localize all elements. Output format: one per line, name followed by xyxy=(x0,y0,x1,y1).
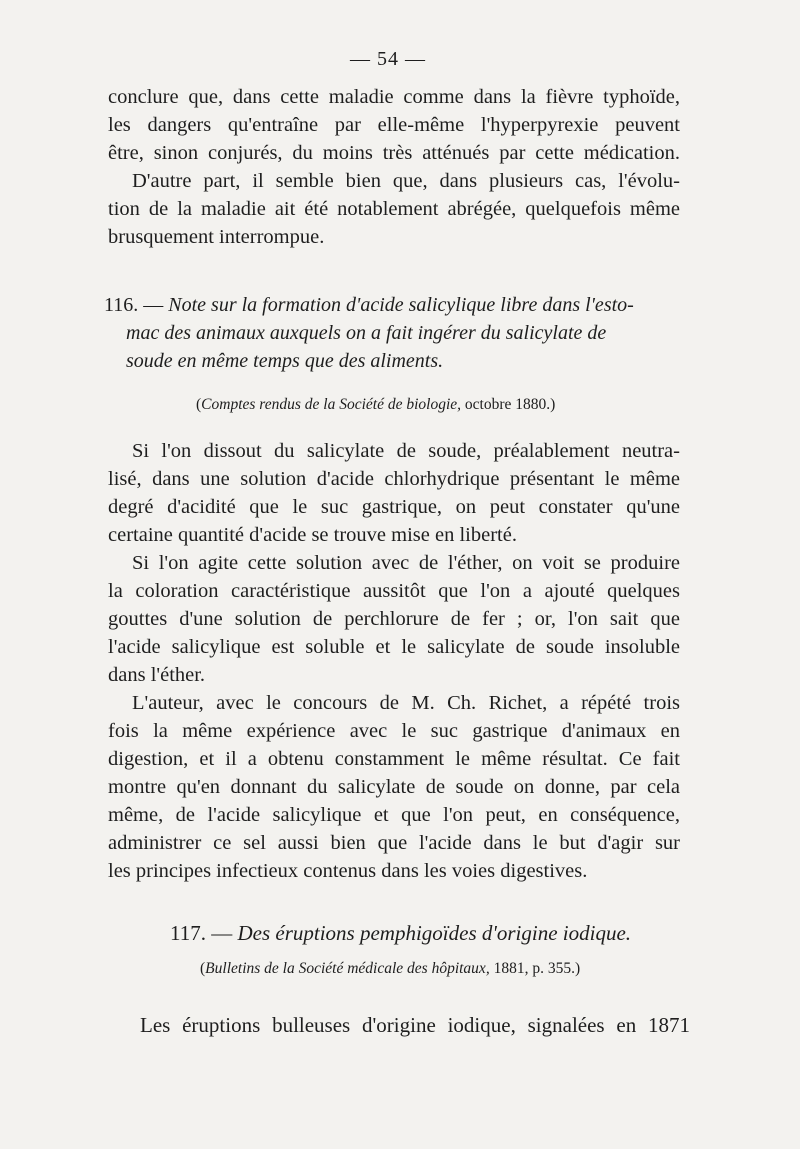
text-line: les dangers qu'entraîne par elle-même l'hyperpyrexie peuvent xyxy=(108,114,680,136)
text-line: conclure que, dans cette maladie comme dans la fièvre typhoïde, xyxy=(108,86,680,108)
entry-dash: — xyxy=(143,294,164,316)
entry-title: Des éruptions pemphigoïdes d'origine iodique. xyxy=(237,921,632,945)
entry-117-citation: (Bulletins de la Société médicale des hôpitaux, 1881, p. 355.) xyxy=(200,960,581,977)
entry-title-line: Note sur la formation d'acide salicylique libre dans l'esto- xyxy=(168,294,634,316)
entry-117-body xyxy=(140,1011,690,1039)
text-line: degré d'acidité que le suc gastrique, on peut constater qu'une xyxy=(108,496,680,518)
entry-116-citation: (Comptes rendus de la Société de biologie, octobre 1880.) xyxy=(196,396,556,413)
page-number: — 54 — xyxy=(350,48,426,70)
intro-paragraph xyxy=(108,83,680,251)
text-line: lisé, dans une solution d'acide chlorhydrique présentant le même xyxy=(108,468,680,490)
text-line: dans l'éther. xyxy=(108,664,206,686)
text-line: être, sinon conjurés, du moins très atténués par cette médication. xyxy=(108,142,680,164)
entry-117-heading xyxy=(170,920,670,946)
text-line: montre qu'en donnant du salicylate de soude on donne, par cela xyxy=(108,776,680,798)
citation-source: Comptes rendus de la Société de biologie, xyxy=(201,396,462,413)
entry-dash: — xyxy=(211,921,233,945)
citation-date: octobre 1880.) xyxy=(461,396,556,413)
entry-title-line: soude en même temps que des aliments. xyxy=(126,350,444,372)
text-line: l'acide salicylique est soluble et le salicylate de soude insoluble xyxy=(108,636,680,658)
paragraph xyxy=(108,689,680,885)
text-line: brusquement interrompue. xyxy=(108,226,325,248)
paragraph xyxy=(108,437,680,549)
text-line: Si l'on dissout du salicylate de soude, préalablement neutra- xyxy=(132,440,680,462)
text-line: D'autre part, il semble bien que, dans plusieurs cas, l'évolu- xyxy=(132,170,680,192)
text-line: administrer ce sel aussi bien que l'acide dans le but d'agir sur xyxy=(108,832,680,854)
text-line: Les éruptions bulleuses d'origine iodique, signalées en 1871 xyxy=(140,1013,690,1037)
text-line: tion de la maladie ait été notablement abrégée, quelquefois même xyxy=(108,198,680,220)
entry-number: 117. xyxy=(170,921,206,945)
paragraph xyxy=(108,549,680,689)
citation-source: Bulletins de la Société médicale des hôpitaux, xyxy=(205,960,490,977)
entry-116-body xyxy=(108,437,680,885)
text-line: L'auteur, avec le concours de M. Ch. Richet, a répété trois xyxy=(132,692,680,714)
text-line: les principes infectieux contenus dans les voies digestives. xyxy=(108,860,588,882)
citation-date: 1881, p. 355.) xyxy=(489,960,581,977)
text-line: certaine quantité d'acide se trouve mise en liberté. xyxy=(108,524,517,546)
text-line: la coloration caractéristique aussitôt que l'on a ajouté quelques xyxy=(108,580,680,602)
text-line: Si l'on agite cette solution avec de l'éther, on voit se produire xyxy=(132,552,680,574)
text-line: même, de l'acide salicylique et que l'on peut, en conséquence, xyxy=(108,804,680,826)
text-line: fois la même expérience avec le suc gastrique d'animaux en xyxy=(108,720,680,742)
text-line: gouttes d'une solution de perchlorure de fer ; or, l'on sait que xyxy=(108,608,680,630)
entry-title-line: mac des animaux auxquels on a fait ingérer du salicylate de xyxy=(126,322,607,344)
text-line: digestion, et il a obtenu constamment le même résultat. Ce fait xyxy=(108,748,680,770)
entry-number: 116. xyxy=(104,294,139,316)
entry-116-heading xyxy=(104,292,682,374)
